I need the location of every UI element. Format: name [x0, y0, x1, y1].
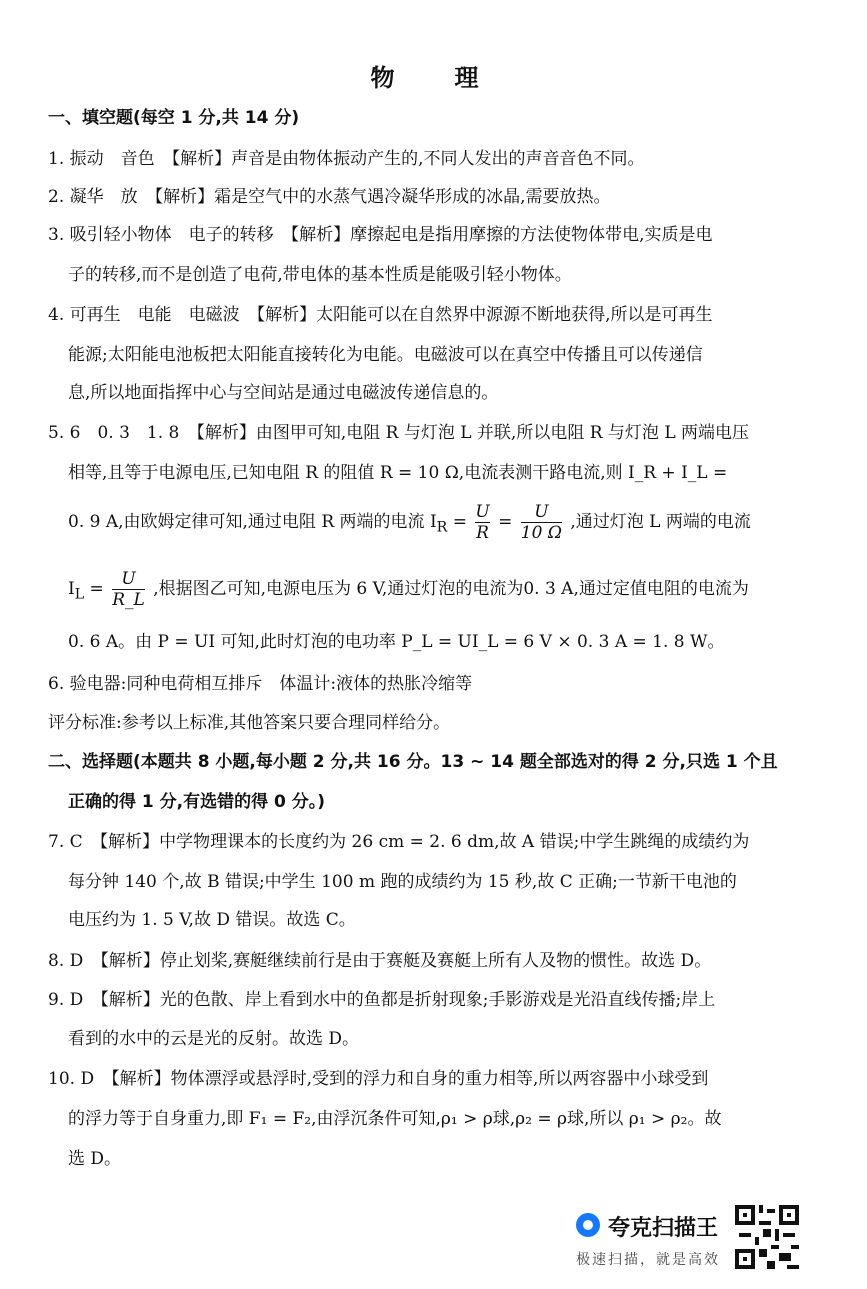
answer-q10-line1: 10. D 【解析】物体漂浮或悬浮时,受到的浮力和自身的重力相等,所以两容器中小球受到 [48, 1069, 709, 1089]
answer-q6: 6. 验电器:同种电荷相互排斥 体温计:液体的热胀冷缩等 [48, 674, 473, 694]
answer-q5-line4 [68, 567, 831, 616]
section-heading-choice-line2: 正确的得 1 分,有选错的得 0 分。) [68, 792, 326, 812]
q5-text: 0. 9 A,由欧姆定律可知,通过电阻 R 两端的电流 I [68, 512, 437, 532]
frac-den: R_L [112, 590, 145, 610]
fraction-u-over-10-ohm [521, 502, 562, 543]
grading-note: 评分标准:参考以上标准,其他答案只要合理同样给分。 [48, 713, 451, 733]
brand-name: 夸克扫描王 [608, 1216, 719, 1241]
answer-q5-line1: 5. 6 0. 3 1. 8 【解析】由图甲可知,电阻 R 与灯泡 L 并联,所以电阻 R 与灯泡 L 两端电压 [48, 423, 750, 443]
frac-den: 10 Ω [520, 523, 562, 543]
answer-q7-line1: 7. C 【解析】中学物理课本的长度约为 26 cm = 2. 6 dm,故 A 错误;中学生跳绳的成绩约为 [48, 832, 750, 852]
section-heading-fill-in: 一、填空题(每空 1 分,共 14 分) [48, 108, 300, 128]
answer-q9-line1: 9. D 【解析】光的色散、岸上看到水中的鱼都是折射现象;手影游戏是光沿直线传播;岸上 [48, 990, 716, 1010]
answer-q8: 8. D 【解析】停止划桨,赛艇继续前行是由于赛艇及赛艇上所有人及物的惯性。故选 D。 [48, 951, 712, 971]
q5-il: I [68, 579, 75, 599]
frac-num: U [121, 569, 136, 589]
qr-code-icon [735, 1205, 799, 1269]
q5-text-tail: ,通过灯泡 L 两端的电流 [570, 512, 751, 532]
answer-q4-line3: 息,所以地面指挥中心与空间站是通过电磁波传递信息的。 [68, 383, 499, 403]
section-heading-choice-line1: 二、选择题(本题共 8 小题,每小题 2 分,共 16 分。13 ~ 14 题全部选对的得 2 分,只选 1 个且 [48, 752, 778, 772]
answer-q3-line2: 子的转移,而不是创造了电荷,带电体的基本性质是能吸引轻小物体。 [68, 265, 572, 285]
page-title: 物 理 [370, 64, 497, 92]
answer-q1: 1. 振动 音色 【解析】声音是由物体振动产生的,不同人发出的声音音色不同。 [48, 149, 645, 169]
answer-q9-line2: 看到的水中的云是光的反射。故选 D。 [68, 1029, 360, 1049]
answer-q7-line2: 每分钟 140 个,故 B 错误;中学生 100 m 跑的成绩约为 15 秒,故 C 正确;一节新干电池的 [68, 872, 737, 892]
quark-logo-icon [576, 1213, 600, 1237]
scanner-watermark [570, 1205, 730, 1275]
frac-num: U [475, 502, 490, 522]
q5-line4-text: ,根据图乙可知,电源电压为 6 V,通过灯泡的电流为0. 3 A,通过定值电阻的电流为 [153, 579, 749, 599]
answer-q10-line3: 选 D。 [68, 1149, 122, 1169]
q5-equals: = [452, 512, 467, 532]
q5-equals-2: = [498, 512, 513, 532]
answer-q2: 2. 凝华 放 【解析】霜是空气中的水蒸气遇冷凝华形成的冰晶,需要放热。 [48, 187, 611, 207]
frac-den: R [476, 523, 489, 543]
answer-q5-line5: 0. 6 A。由 P = UI 可知,此时灯泡的电功率 P_L = UI_L = 6 V × 0. 3 A = 1. 8 W。 [68, 632, 725, 652]
q5-subscript: R [436, 519, 448, 536]
fraction-u-over-r [475, 502, 489, 543]
answer-q4-line1: 4. 可再生 电能 电磁波 【解析】太阳能可以在自然界中源源不断地获得,所以是可再生 [48, 305, 713, 325]
brand-slogan: 极速扫描，就是高效 [576, 1252, 720, 1268]
q5-il-sub: L [74, 586, 85, 603]
answer-q3-line1: 3. 吸引轻小物体 电子的转移 【解析】摩擦起电是指用摩擦的方法使物体带电,实质是电 [48, 225, 713, 245]
q5-equals-3: = [89, 579, 104, 599]
answer-q5-line3 [68, 500, 831, 549]
frac-num: U [534, 502, 549, 522]
answer-q7-line3: 电压约为 1. 5 V,故 D 错误。故选 C。 [68, 910, 356, 930]
answer-q5-line2: 相等,且等于电源电压,已知电阻 R 的阻值 R = 10 Ω,电流表测干路电流,则 I_R + I_L = [68, 463, 728, 483]
answer-q10-line2: 的浮力等于自身重力,即 F₁ = F₂,由浮沉条件可知,ρ₁ > ρ球,ρ₂ = ρ球,所以 ρ₁ > ρ₂。故 [68, 1109, 722, 1129]
fraction-u-over-rl [112, 569, 145, 610]
answer-q4-line2: 能源;太阳能电池板把太阳能直接转化为电能。电磁波可以在真空中传播且可以传递信 [68, 345, 703, 365]
